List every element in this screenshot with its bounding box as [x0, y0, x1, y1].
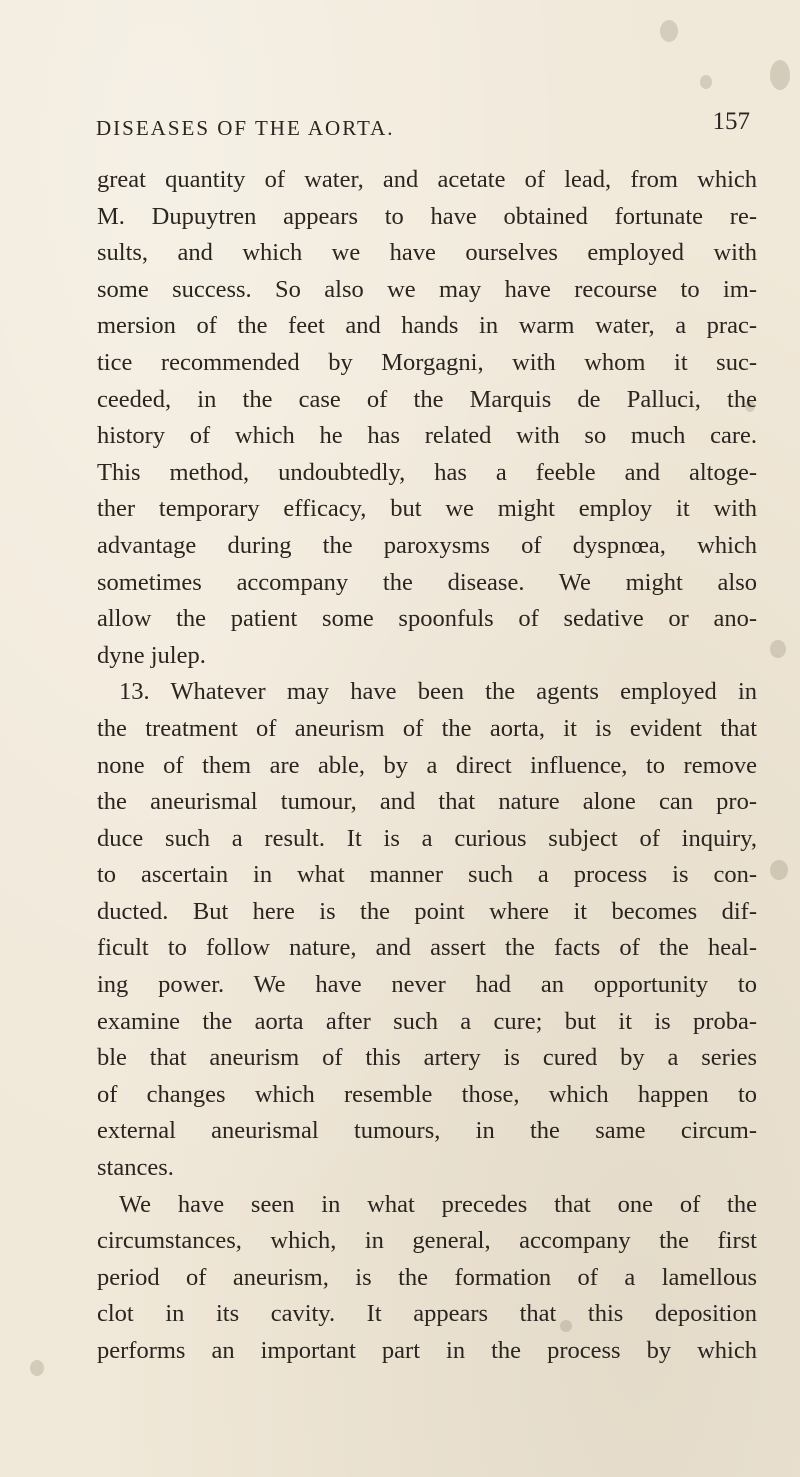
text-line: external aneurismal tumours, in the same circum- [97, 1117, 757, 1145]
page-number: 157 [712, 108, 750, 135]
text-line: examine the aorta after such a cure; but it is proba- [97, 1007, 757, 1035]
text-line: We have seen in what precedes that one of the [119, 1190, 757, 1218]
text-line: ducted. But here is the point where it becomes dif- [97, 897, 757, 925]
text-line: ther temporary efficacy, but we might employ it with [97, 495, 757, 523]
text-line: of changes which resemble those, which happen to [97, 1080, 757, 1108]
body-text [97, 162, 757, 1370]
text-line: advantage during the paroxysms of dyspnœa, which [97, 531, 757, 559]
text-line: sometimes accompany the disease. We might also [97, 568, 757, 596]
text-line: clot in its cavity. It appears that this deposition [97, 1300, 757, 1328]
text-line: 13. Whatever may have been the agents employed in [119, 678, 757, 706]
running-head: DISEASES OF THE AORTA. [96, 116, 395, 140]
text-line: dyne julep. [97, 641, 206, 669]
text-line: performs an important part in the process by which [97, 1337, 757, 1364]
text-line: circumstances, which, in general, accompany the first [97, 1227, 757, 1255]
text-line: stances. [97, 1154, 174, 1182]
text-line: This method, undoubtedly, has a feeble and altoge- [97, 458, 757, 486]
text-line: ble that aneurism of this artery is cured by a series [97, 1044, 757, 1072]
text-line: allow the patient some spoonfuls of sedative or ano- [97, 605, 757, 633]
text-line: M. Dupuytren appears to have obtained fortunate re- [97, 202, 757, 230]
text-line: period of aneurism, is the formation of a lamellous [97, 1263, 757, 1291]
page-header [96, 108, 750, 148]
text-line: history of which he has related with so much care. [97, 422, 757, 450]
text-line: ceeded, in the case of the Marquis de Palluci, the [97, 385, 757, 413]
text-line: sults, and which we have ourselves employed with [97, 239, 757, 267]
text-line: mersion of the feet and hands in warm water, a prac- [97, 312, 757, 340]
text-line: the aneurismal tumour, and that nature alone can pro- [97, 788, 757, 816]
text-line: ing power. We have never had an opportunity to [97, 971, 757, 999]
text-line: ficult to follow nature, and assert the facts of the heal- [97, 934, 757, 962]
text-line: to ascertain in what manner such a process is con- [97, 861, 757, 889]
text-line: some success. So also we may have recourse to im- [97, 275, 757, 303]
text-line: tice recommended by Morgagni, with whom it suc- [97, 348, 757, 376]
text-line: none of them are able, by a direct influence, to remove [97, 751, 757, 779]
text-line: the treatment of aneurism of the aorta, it is evident that [97, 714, 757, 742]
text-line: great quantity of water, and acetate of lead, from which [97, 166, 757, 193]
text-line: duce such a result. It is a curious subject of inquiry, [97, 824, 757, 852]
